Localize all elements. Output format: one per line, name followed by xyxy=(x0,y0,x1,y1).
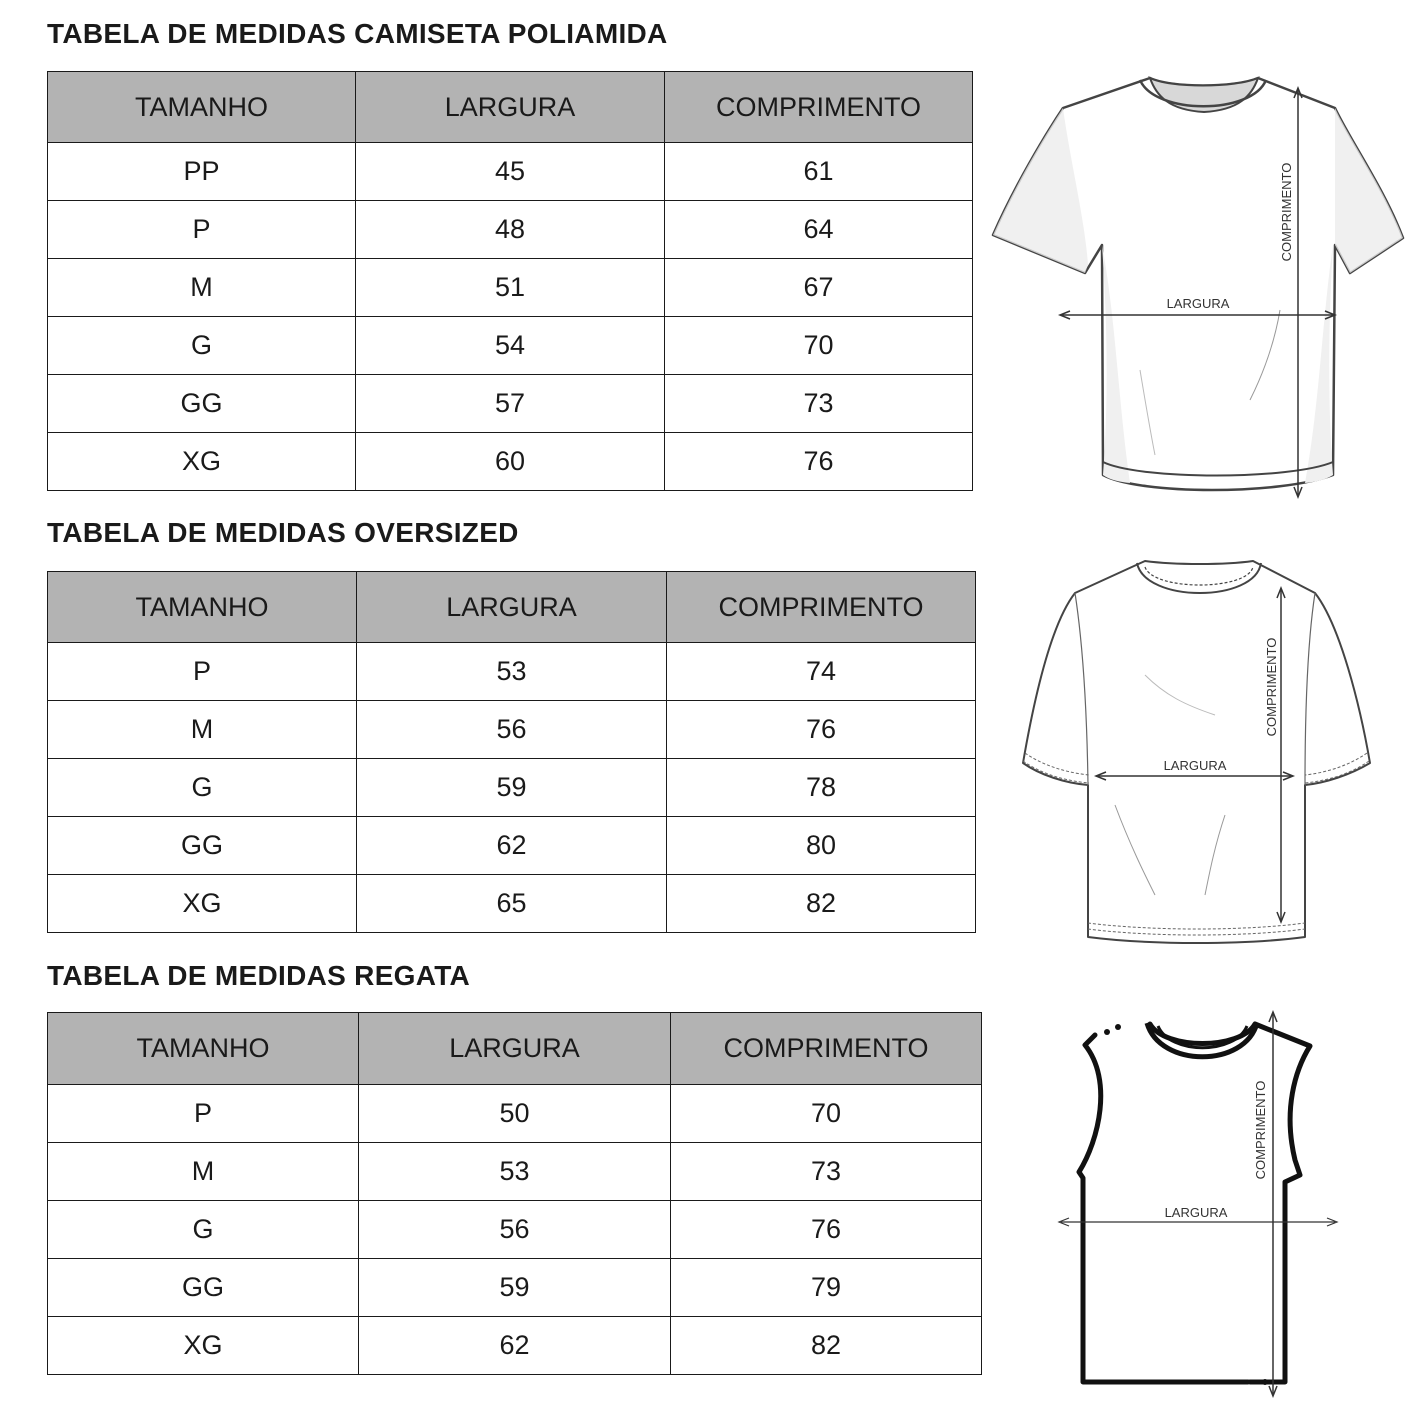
table-row xyxy=(48,1201,982,1259)
size-cell: G xyxy=(48,317,356,375)
width-cell: 59 xyxy=(357,759,667,817)
header-largura: LARGURA xyxy=(359,1013,671,1085)
length-cell: 61 xyxy=(665,143,973,201)
section-title-regata: TABELA DE MEDIDAS REGATA xyxy=(47,960,471,991)
tshirt-icon xyxy=(990,70,1410,505)
section-title-poliamida: TABELA DE MEDIDAS CAMISETA POLIAMIDA xyxy=(47,18,668,49)
table-row xyxy=(48,1085,982,1143)
length-cell: 82 xyxy=(671,1317,982,1375)
width-cell: 45 xyxy=(356,143,665,201)
table-row xyxy=(48,759,976,817)
table-row xyxy=(48,643,976,701)
width-label: LARGURA xyxy=(1166,296,1230,311)
header-comprimento: COMPRIMENTO xyxy=(671,1013,982,1085)
table-row xyxy=(48,317,973,375)
table-row xyxy=(48,1259,982,1317)
table-row xyxy=(48,143,973,201)
size-cell: P xyxy=(48,1085,359,1143)
width-cell: 54 xyxy=(356,317,665,375)
length-cell: 74 xyxy=(667,643,976,701)
width-cell: 56 xyxy=(357,701,667,759)
length-cell: 78 xyxy=(667,759,976,817)
size-cell: XG xyxy=(48,433,356,491)
section-title-oversized: TABELA DE MEDIDAS OVERSIZED xyxy=(47,517,519,548)
length-cell: 64 xyxy=(665,201,973,259)
size-cell: PP xyxy=(48,143,356,201)
table-row xyxy=(48,201,973,259)
width-cell: 59 xyxy=(359,1259,671,1317)
table-row xyxy=(48,259,973,317)
oversized-tshirt-icon xyxy=(1015,555,1375,950)
length-label: COMPRIMENTO xyxy=(1279,162,1294,262)
header-tamanho: TAMANHO xyxy=(48,72,356,143)
length-cell: 80 xyxy=(667,817,976,875)
length-label: COMPRIMENTO xyxy=(1253,1080,1268,1180)
size-table-poliamida xyxy=(47,71,973,491)
width-cell: 53 xyxy=(357,643,667,701)
size-cell: GG xyxy=(48,1259,359,1317)
size-cell: G xyxy=(48,759,357,817)
width-cell: 53 xyxy=(359,1143,671,1201)
table-row xyxy=(48,701,976,759)
width-cell: 65 xyxy=(357,875,667,933)
size-cell: P xyxy=(48,201,356,259)
tank-top-icon xyxy=(1055,1010,1345,1400)
length-cell: 70 xyxy=(671,1085,982,1143)
header-comprimento: COMPRIMENTO xyxy=(665,72,973,143)
header-tamanho: TAMANHO xyxy=(48,572,357,643)
width-cell: 56 xyxy=(359,1201,671,1259)
width-cell: 60 xyxy=(356,433,665,491)
header-largura: LARGURA xyxy=(357,572,667,643)
size-table-regata xyxy=(47,1012,982,1375)
width-cell: 51 xyxy=(356,259,665,317)
table-row xyxy=(48,875,976,933)
table-row xyxy=(48,817,976,875)
size-cell: GG xyxy=(48,375,356,433)
header-tamanho: TAMANHO xyxy=(48,1013,359,1085)
size-cell: M xyxy=(48,701,357,759)
size-cell: G xyxy=(48,1201,359,1259)
length-cell: 82 xyxy=(667,875,976,933)
length-cell: 79 xyxy=(671,1259,982,1317)
width-cell: 62 xyxy=(357,817,667,875)
size-cell: M xyxy=(48,1143,359,1201)
width-label: LARGURA xyxy=(1164,1205,1228,1220)
size-cell: XG xyxy=(48,1317,359,1375)
length-cell: 76 xyxy=(667,701,976,759)
length-cell: 76 xyxy=(665,433,973,491)
size-cell: GG xyxy=(48,817,357,875)
table-row xyxy=(48,433,973,491)
header-comprimento: COMPRIMENTO xyxy=(667,572,976,643)
length-cell: 73 xyxy=(671,1143,982,1201)
width-cell: 48 xyxy=(356,201,665,259)
length-cell: 70 xyxy=(665,317,973,375)
header-largura: LARGURA xyxy=(356,72,665,143)
length-cell: 73 xyxy=(665,375,973,433)
length-cell: 67 xyxy=(665,259,973,317)
size-cell: P xyxy=(48,643,357,701)
size-table-oversized xyxy=(47,571,976,933)
width-cell: 50 xyxy=(359,1085,671,1143)
size-cell: XG xyxy=(48,875,357,933)
table-row xyxy=(48,1317,982,1375)
table-row xyxy=(48,1143,982,1201)
table-row xyxy=(48,375,973,433)
width-label: LARGURA xyxy=(1163,758,1227,773)
width-cell: 57 xyxy=(356,375,665,433)
length-cell: 76 xyxy=(671,1201,982,1259)
size-cell: M xyxy=(48,259,356,317)
width-cell: 62 xyxy=(359,1317,671,1375)
length-label: COMPRIMENTO xyxy=(1264,637,1279,737)
